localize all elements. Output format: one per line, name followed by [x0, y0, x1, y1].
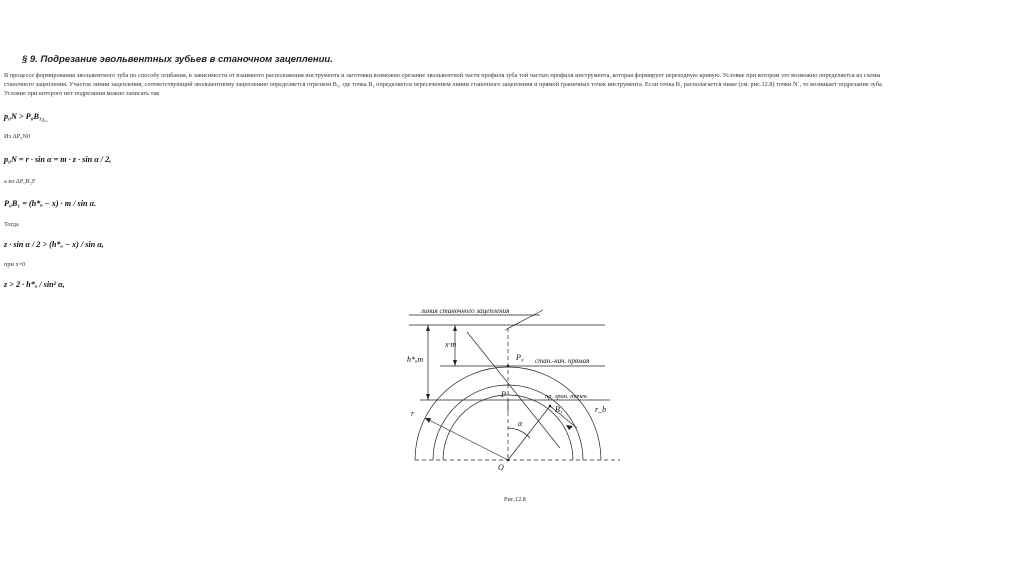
- formula-p0n: p₀N = r · sin α = m · z · sin α / 2,: [4, 155, 112, 164]
- note-at-x-zero: при x=0: [4, 261, 26, 268]
- intro-line-2: станочного зацепления. Участок линии зацепления, соответствующий эвольвентному зацеплению определяется отрезком B₁, где точка B₁ определяется пересечением линии станочного зацепления и прямой граничных точек инструмента. Если точка B₁ располагается ниже (см. рис.12.8) точки N`, то возникает подрезание зуба.: [4, 80, 884, 88]
- point-o: [507, 459, 510, 462]
- label-alpha: α: [518, 419, 523, 428]
- section-heading: § 9. Подрезание эвольвентных зубьев в станочном зацеплении.: [22, 54, 333, 65]
- radius-rb: [508, 406, 550, 460]
- gear-meshing-diagram: [395, 300, 635, 482]
- arrow-xm-bottom: [453, 360, 457, 366]
- label-p0: P₀: [516, 353, 524, 362]
- intro-paragraph: [4, 72, 1016, 99]
- arrow-ham-bottom: [426, 394, 430, 400]
- radius-r: [425, 418, 508, 460]
- formula-condition-text: p₀N > P₀B₁: [4, 112, 42, 121]
- note-then: Тогда: [4, 221, 19, 228]
- label-pitch-line: стан.-нач. прямая: [535, 357, 590, 365]
- point-p0: [507, 365, 510, 368]
- formula-condition: [4, 112, 48, 124]
- arrow-rb: [566, 425, 573, 430]
- label-rb: r_b: [595, 405, 607, 414]
- label-o: O: [498, 463, 504, 472]
- label-p: P: [501, 390, 506, 399]
- label-b1: B₁: [555, 405, 563, 414]
- line-of-action-leader: [505, 310, 543, 330]
- arrow-xm-top: [453, 325, 457, 331]
- note-from-triangle: Из ΔP₀N0: [4, 133, 31, 140]
- diagram-svg: [395, 300, 635, 482]
- arrow-ham-top: [426, 325, 430, 331]
- intro-line-1: В процессе формирования эвольвентного зуба по способу огибания, в зависимости от взаимного расположения инструмента и заготовки возможно срезание эвольвентной части профиля зуба той частью профиля инструмента, которая формирует переходную кривую. Условие при котором это возможно определяется из схемы: [4, 72, 881, 79]
- formula-inequality: z · sin α / 2 > (h*ₐ − x) / sin α,: [4, 240, 104, 249]
- formula-p0b1: P₀B₁ = (h*ₐ − x) · m / sin α.: [4, 199, 97, 208]
- point-b1: [549, 405, 552, 408]
- label-boundary: пр. гран. точек: [545, 393, 588, 400]
- intro-line-3: Условие при которого нет подрезания можно записать так: [4, 89, 160, 97]
- label-ham: h*ₐm: [407, 355, 424, 364]
- formula-condition-sub: 1...: [41, 118, 49, 124]
- label-r: r: [411, 409, 415, 418]
- label-line-of-action: линия станочного зацепления: [421, 307, 510, 315]
- note-and-from-triangle: а из ΔP₀B₂F: [4, 178, 36, 185]
- label-xm: x·m: [445, 340, 457, 349]
- formula-result: z > 2 · h*ₐ / sin² α,: [4, 280, 65, 289]
- figure-caption: Рис.12.8: [504, 496, 526, 503]
